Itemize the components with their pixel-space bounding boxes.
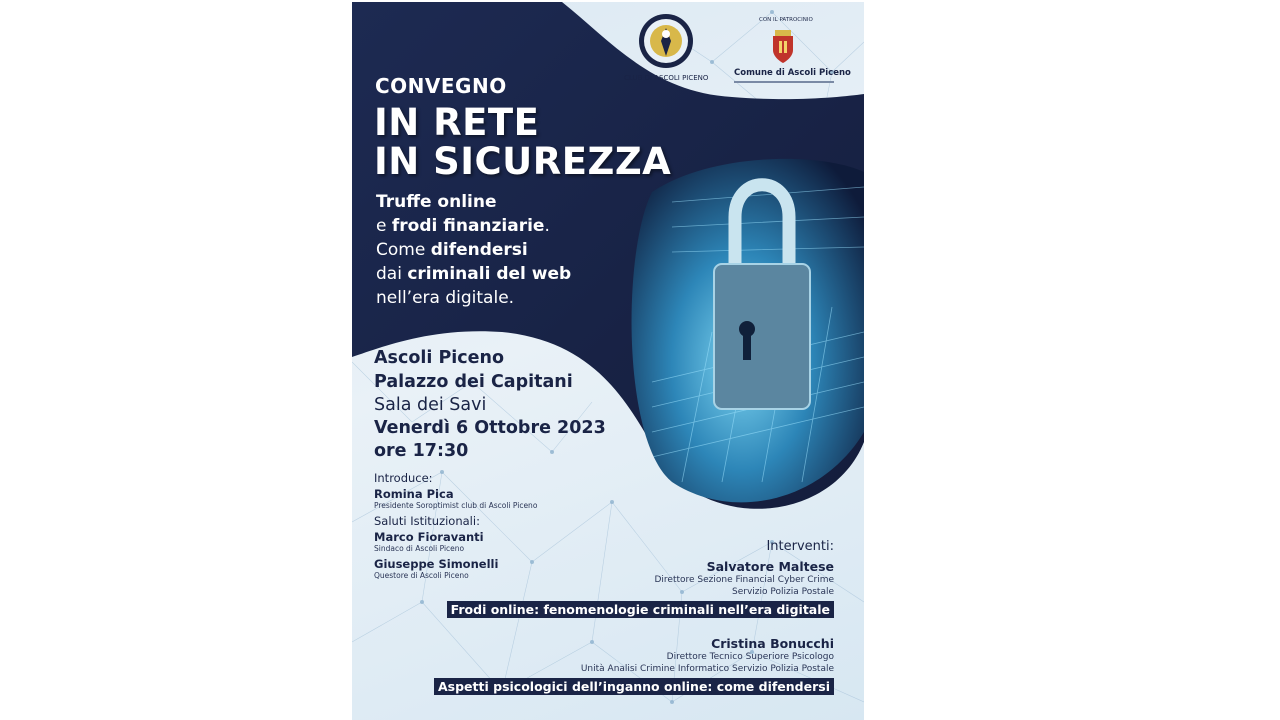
speaker-name-2: Cristina Bonucchi	[711, 636, 834, 651]
event-title-line2: IN SICUREZZA	[374, 140, 672, 183]
event-title-line1: IN RETE	[374, 101, 540, 144]
soroptimist-club-label: CLUB DI ASCOLI PICENO	[624, 74, 709, 82]
subtitle-line4: dai criminali del web	[376, 264, 572, 284]
introduce-role: Presidente Soroptimist club di Ascoli Piceno	[374, 501, 538, 510]
speaker-topic-2: Aspetti psicologici dell’inganno online: come difendersi	[434, 678, 834, 695]
comune-crest-icon	[770, 28, 796, 64]
speaker-role1-1: Direttore Sezione Financial Cyber Crime	[654, 575, 834, 585]
saluti-name-2: Giuseppe Simonelli	[374, 557, 499, 571]
event-kicker: CONVEGNO	[375, 74, 507, 98]
soroptimist-logo-icon	[638, 12, 694, 70]
speaker-role2-2: Unità Analisi Crimine Informatico Servizio Polizia Postale	[580, 664, 834, 674]
speaker-topic-1: Frodi online: fenomenologie criminali nell’era digitale	[447, 601, 834, 618]
event-time: ore 17:30	[374, 441, 469, 461]
venue-building: Palazzo dei Capitani	[374, 372, 573, 392]
subtitle-line5: nell’era digitale.	[376, 288, 515, 308]
saluti-name-1: Marco Fioravanti	[374, 530, 484, 544]
saluti-role-1: Sindaco di Ascoli Piceno	[374, 544, 465, 553]
subtitle-line3: Come difendersi	[376, 240, 528, 260]
introduce-label: Introduce:	[374, 471, 433, 485]
event-date: Venerdì 6 Ottobre 2023	[374, 418, 606, 438]
speaker-role1-2: Direttore Tecnico Superiore Psicologo	[666, 652, 834, 662]
event-poster	[352, 2, 864, 720]
saluti-label: Saluti Istituzionali:	[374, 514, 480, 528]
venue-room: Sala dei Savi	[374, 395, 487, 415]
comune-name: Comune di Ascoli Piceno	[734, 68, 851, 78]
speaker-role2-1: Servizio Polizia Postale	[732, 587, 834, 597]
subtitle-line2: e frodi finanziarie.	[376, 216, 550, 236]
venue-city: Ascoli Piceno	[374, 348, 504, 368]
speaker-name-1: Salvatore Maltese	[706, 559, 834, 574]
patrocinio-label: CON IL PATROCINIO	[759, 17, 813, 23]
comune-subline	[734, 81, 834, 83]
interventi-label: Interventi:	[766, 539, 834, 554]
subtitle-line1: Truffe online	[376, 192, 497, 212]
saluti-role-2: Questore di Ascoli Piceno	[374, 571, 469, 580]
introduce-name: Romina Pica	[374, 487, 454, 501]
